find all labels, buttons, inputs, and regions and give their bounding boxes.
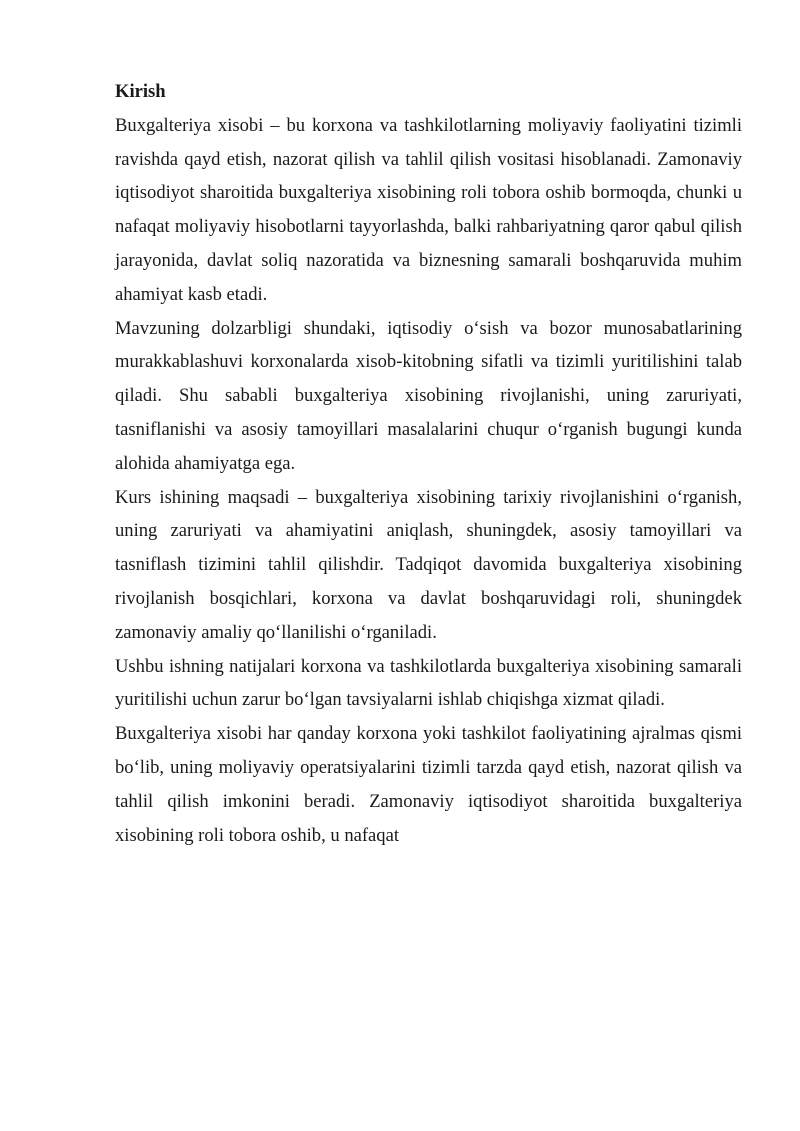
paragraph-5: Buxgalteriya xisobi har qanday korxona yoki tashkilot faoliyatining ajralmas qismi bo‘lib, uning moliyaviy operatsiyalarini tizimli tarzda qayd etish, nazorat qilish va tahlil qilish imkonini beradi. Zamonaviy iqtisodiyot sharoitida buxgalteriya xisobining roli tobora oshib, u nafaqat — [115, 723, 742, 846]
paragraph-2: Mavzuning dolzarbligi shundaki, iqtisodiy o‘sish va bozor munosabatlarining murakkablashuvi korxonalarda xisob-kitobning sifatli va tizimli yuritilishini talab qiladi. Shu sababli buxgalteriya xisobining rivojlanishi, uning zaruriyati, tasniflanishi va asosiy tamoyillari masalalarini chuqur o‘rganish bugungi kunda alohida ahamiyatga ega. — [115, 317, 742, 474]
paragraph-3: Kurs ishining maqsadi – buxgalteriya xisobining tarixiy rivojlanishini o‘rganish, uning zaruriyati va ahamiyatini aniqlash, shuningdek, asosiy tamoyillari va tasniflash tizimini tahlil qilishdir. Tadqiqot davomida buxgalteriya xisobining rivojlanish bosqichlari, korxona va davlat boshqaruvidagi roli, shuningdek zamonaviy amaliy qo‘llanilishi o‘rganiladi. — [115, 486, 742, 643]
paragraph-1: Buxgalteriya xisobi – bu korxona va tashkilotlarning moliyaviy faoliyatini tizimli ravishda qayd etish, nazorat qilish va tahlil qilish vositasi hisoblanadi. Zamonaviy iqtisodiyot sharoitida buxgalteriya xisobining roli tobora oshib bormoqda, chunki u nafaqat moliyaviy hisobotlarni tayyorlashda, balki rahbariyatning qaror qabul qilish jarayonida, davlat soliq nazoratida va biznesning samarali boshqaruvida muhim ahamiyat kasb etadi. — [115, 114, 742, 305]
paragraph-4: Ushbu ishning natijalari korxona va tashkilotlarda buxgalteriya xisobining samarali yuritilishi uchun zarur bo‘lgan tavsiyalarni ishlab chiqishga xizmat qiladi. — [115, 655, 742, 711]
document-page — [115, 75, 742, 852]
section-heading: Kirish — [115, 81, 166, 102]
